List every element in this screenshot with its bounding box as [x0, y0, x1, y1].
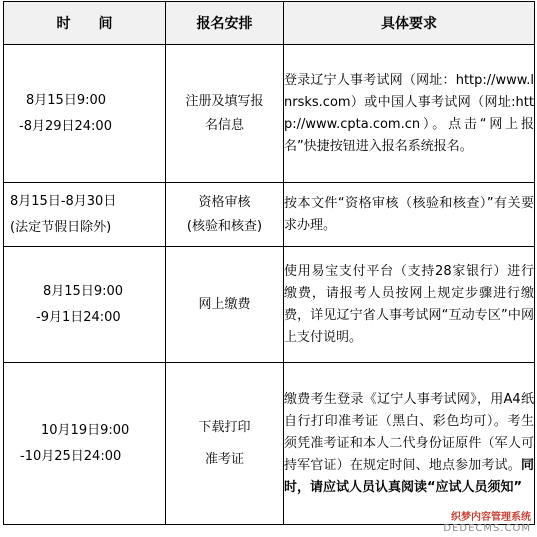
arrangement-line: 网上缴费: [198, 296, 251, 312]
arrangement-cell: [166, 45, 284, 183]
arrangement-cell: [166, 183, 284, 247]
time-cell: [4, 247, 166, 363]
table-row: [4, 363, 535, 525]
watermark-domain: DEDECMS.COM: [443, 523, 531, 534]
schedule-table: [3, 1, 535, 525]
time-start: 8月15日9:00: [43, 283, 124, 299]
requirement-emphasis: 同时，请应试人员认真阅读“应试人员须知”: [284, 457, 534, 495]
time-cell: [4, 183, 166, 247]
time-cell: [4, 363, 166, 525]
requirement-cell: [284, 363, 535, 525]
requirement-cell: 按本文件“资格审核（核验和核查）”有关要求办理。: [284, 183, 535, 247]
requirement-text: 缴费考生登录《辽宁人事考试网》，用A4纸自行打印准考证（黑白、彩色均可）。考生须凭准考证和本人二代身份证原件（军人可持军官证）在规定时间、地点参加考试。: [284, 391, 534, 473]
arrangement-cell: [166, 363, 284, 525]
header-requirement: 具体要求: [284, 2, 535, 45]
time-end: -9月1日24:00: [36, 309, 121, 325]
requirement-cell: 登录辽宁人事考试网（网址：http://www.lnrsks.com）或中国人事考试网（网址:http://www.cpta.com.cn）。点击“网上报名”快捷按钮进入报名系统报名。: [284, 45, 535, 183]
requirement-cell: 使用易宝支付平台（支持28家银行）进行缴费，请报考人员按网上规定步骤进行缴费，详见辽宁省人事考试网“互动专区”中网上支付说明。: [284, 247, 535, 363]
time-start: 8月15日-8月30日: [10, 193, 117, 209]
arrangement-line: 资格审核: [198, 194, 251, 210]
header-time: 时 间: [4, 2, 166, 45]
table-row: [4, 45, 535, 183]
arrangement-line: 名信息: [204, 117, 244, 133]
time-end: -8月29日24:00: [19, 118, 112, 134]
arrangement-line: (核验和核查): [186, 218, 263, 234]
arrangement-line: 准考证: [204, 451, 244, 467]
time-start: 8月15日9:00: [26, 92, 107, 108]
table-row: [4, 183, 535, 247]
time-cell: [4, 45, 166, 183]
site-watermark: [443, 512, 531, 534]
arrangement-line: 下载打印: [198, 419, 251, 435]
watermark-title: 织梦内容管理系统: [451, 512, 531, 523]
time-start: 10月19日9:00: [41, 422, 130, 438]
table-row: [4, 247, 535, 363]
time-note: (法定节假日除外): [10, 219, 112, 235]
time-end: -10月25日24:00: [20, 448, 122, 464]
header-arrangement: 报名安排: [166, 2, 284, 45]
header-row: [4, 2, 535, 45]
arrangement-cell: [166, 247, 284, 363]
arrangement-line: 注册及填写报: [185, 93, 264, 109]
